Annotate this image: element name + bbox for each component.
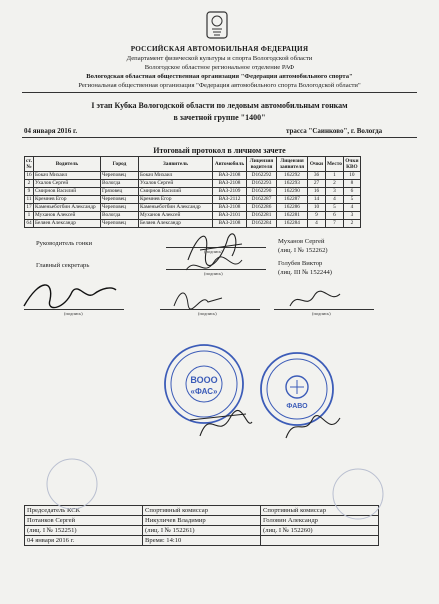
results-cell: 162287 — [277, 196, 308, 204]
race-director-label: Руководитель гонки — [36, 240, 93, 247]
officials-cell: (лиц. I № 152260) — [261, 526, 379, 536]
officials-cell: Головин Александр — [261, 516, 379, 526]
results-cell: ВАЗ-2108 — [213, 172, 247, 180]
stamp-text: ВООО — [190, 375, 218, 385]
results-cell: D162281 — [247, 212, 277, 220]
results-cell: 4 — [343, 204, 360, 212]
results-column-header: Водитель — [34, 157, 101, 172]
results-cell: 27 — [308, 180, 326, 188]
sign-caption-1: (подпись) — [64, 311, 83, 316]
sign-caption-3: (подпись) — [312, 311, 331, 316]
event-title: I этап Кубка Вологодской области по ледовым автомобильным гонкам — [91, 101, 348, 110]
results-cell: 162290 — [277, 188, 308, 196]
results-cell: 4 — [308, 220, 326, 228]
results-cell: 5 — [326, 204, 344, 212]
commissar1-signature — [168, 284, 228, 314]
results-cell: 7 — [326, 220, 344, 228]
favo-signature — [280, 408, 350, 448]
results-cell: 1 — [25, 212, 34, 220]
results-cell: 64 — [26, 220, 32, 226]
protocol-title: Итоговый протокол в личном зачете — [153, 146, 286, 155]
results-cell: 10 — [308, 204, 326, 212]
results-cell: ВАЗ-2109 — [213, 188, 247, 196]
results-cell: 8 — [343, 180, 360, 188]
chief-secretary-license: (лиц. III № 152244) — [278, 269, 332, 276]
results-cell: Бокач Михаил — [139, 172, 213, 180]
results-cell: D162290 — [247, 188, 277, 196]
public-org: Вологодская областная общественная организация "Федерация автомобильного спорта" — [86, 73, 353, 80]
results-cell: 2 — [25, 180, 34, 188]
officials-cell: Никуличев Владимир — [143, 516, 261, 526]
officials-cell: Председатель КСК — [25, 506, 143, 516]
results-cell: 9 — [308, 212, 326, 220]
results-cell: Вологда — [101, 212, 139, 220]
chief-secretary-name: Голубев Виктор — [278, 260, 323, 267]
results-cell: 1 — [326, 172, 344, 180]
results-cell: Ухалов Сергей — [139, 180, 213, 188]
results-cell: Беляев Александр — [139, 220, 213, 228]
chief-secretary-label: Главный секретарь — [36, 262, 90, 269]
results-column-header: Лицензия водителя — [247, 157, 277, 172]
results-cell: ВАЗ-2112 — [213, 196, 247, 204]
results-cell: Череповец — [101, 220, 139, 228]
results-cell: 2 — [343, 220, 360, 228]
officials-cell: Спортивный комиссар — [261, 506, 379, 516]
results-row — [25, 172, 361, 180]
results-column-header: Заявитель — [139, 157, 213, 172]
results-cell: Бокач Михаил — [34, 172, 101, 180]
race-director-name: Муханов Сергей — [278, 238, 325, 245]
results-cell: Смирнов Василий — [34, 188, 101, 196]
results-cell: Череповец — [101, 196, 139, 204]
results-row — [25, 196, 361, 204]
results-header-row — [25, 157, 361, 172]
results-cell: Муханов Алексей — [34, 212, 101, 220]
results-cell: ВАЗ-2108 — [213, 180, 247, 188]
results-cell: Беляев Александр — [34, 220, 101, 228]
federation-name: РОССИЙСКАЯ АВТОМОБИЛЬНАЯ ФЕДЕРАЦИЯ — [130, 45, 309, 53]
results-row — [25, 204, 361, 212]
results-cell: 16 — [308, 188, 326, 196]
results-cell: Муханов Алексей — [139, 212, 213, 220]
results-cell: Кремнев Егор — [34, 196, 101, 204]
officials-cell — [261, 536, 379, 546]
chairman-signature — [20, 276, 120, 316]
officials-row — [25, 536, 379, 546]
officials-cell: 04 января 2016 г. — [25, 536, 143, 546]
results-cell: Ухалов Сергей — [34, 180, 101, 188]
results-cell: Вологда — [101, 180, 139, 188]
results-cell: 162284 — [277, 220, 308, 228]
results-column-header: Место — [326, 157, 344, 172]
race-director-caption: (подпись) — [204, 249, 223, 254]
raf-emblem-icon — [205, 10, 229, 40]
results-cell: 2 — [326, 180, 344, 188]
event-divider — [22, 137, 417, 138]
results-cell: 162293 — [277, 180, 308, 188]
results-cell: 4 — [326, 196, 344, 204]
results-cell: 16 — [26, 172, 32, 178]
results-cell: 6 — [326, 212, 344, 220]
results-table — [24, 156, 361, 228]
results-cell: 36 — [308, 172, 326, 180]
results-column-header: ст. № — [26, 158, 32, 170]
results-cell: 5 — [343, 196, 360, 204]
results-column-header: Очки — [308, 157, 326, 172]
results-cell: Каменьеботбин Александр — [34, 204, 101, 212]
results-cell: 14 — [308, 196, 326, 204]
results-column-header: Автомобиль — [213, 157, 247, 172]
results-cell: 10 — [343, 172, 360, 180]
officials-row — [25, 526, 379, 536]
event-track: трасса "Саинково", г. Вологда — [286, 127, 383, 135]
results-cell: D162292 — [247, 172, 277, 180]
officials-cell: Потанков Сергей — [25, 516, 143, 526]
results-cell: Смирнов Василий — [139, 188, 213, 196]
results-cell: D162286 — [247, 204, 277, 212]
header-divider — [22, 92, 417, 93]
officials-cell: (лиц. I № 152251) — [25, 526, 143, 536]
event-date: 04 января 2016 г. — [24, 127, 78, 135]
regional-org: Региональная общественная организация "Федерация автомобильного спорта Вологодской области" — [78, 82, 361, 89]
results-cell: 3 — [326, 188, 344, 196]
event-subtitle: в зачетной группе "1400" — [173, 113, 266, 122]
results-row — [25, 188, 361, 196]
department-name: Департамент физической культуры и спорта Вологодской области — [126, 55, 313, 62]
results-row — [25, 212, 361, 220]
results-cell: ВАЗ-2108 — [213, 204, 247, 212]
results-column-header: Очки КВО — [345, 158, 359, 170]
results-row — [25, 180, 361, 188]
results-column-header: Лицензия заявителя — [277, 157, 308, 172]
stamp-text: ФАВО — [286, 403, 308, 410]
results-cell: 17 — [26, 204, 32, 210]
officials-cell: Спортивный комиссар — [143, 506, 261, 516]
chief-secretary-signature — [180, 252, 250, 280]
officials-cell: (лиц. I № 152261) — [143, 526, 261, 536]
results-cell: D162284 — [247, 220, 277, 228]
sign-caption-2: (подпись) — [198, 311, 217, 316]
results-cell: Череповец — [101, 172, 139, 180]
results-cell: 6 — [343, 188, 360, 196]
officials-row — [25, 516, 379, 526]
faint-stamp-right — [330, 466, 386, 522]
results-cell: D162293 — [247, 180, 277, 188]
results-cell: ВАЗ-2108 — [213, 220, 247, 228]
faint-stamp-left — [44, 456, 100, 512]
results-cell: Каменьеботбин Александр — [139, 204, 213, 212]
chief-secretary-caption: (подпись) — [204, 271, 223, 276]
results-cell: 162281 — [277, 212, 308, 220]
results-cell: 3 — [343, 212, 360, 220]
officials-cell: Время: 14:10 — [143, 536, 261, 546]
results-cell: Череповец — [101, 204, 139, 212]
results-cell: 9 — [25, 188, 34, 196]
race-director-license: (лиц. I № 152262) — [278, 247, 328, 254]
results-column-header: Город — [101, 157, 139, 172]
results-cell: D162287 — [247, 196, 277, 204]
results-cell: 11 — [26, 196, 32, 202]
results-cell: Грязовец — [101, 188, 139, 196]
stamp-text: «ФАС» — [190, 387, 218, 396]
stamp-signature — [186, 400, 256, 450]
results-cell: Кремнев Егор — [139, 196, 213, 204]
results-cell: 162292 — [277, 172, 308, 180]
results-cell: ВАЗ-2101 — [213, 212, 247, 220]
regional-branch: Вологодское областное региональное отделение РАФ — [144, 64, 295, 71]
results-cell: 162286 — [277, 204, 308, 212]
commissar2-signature — [284, 286, 344, 314]
